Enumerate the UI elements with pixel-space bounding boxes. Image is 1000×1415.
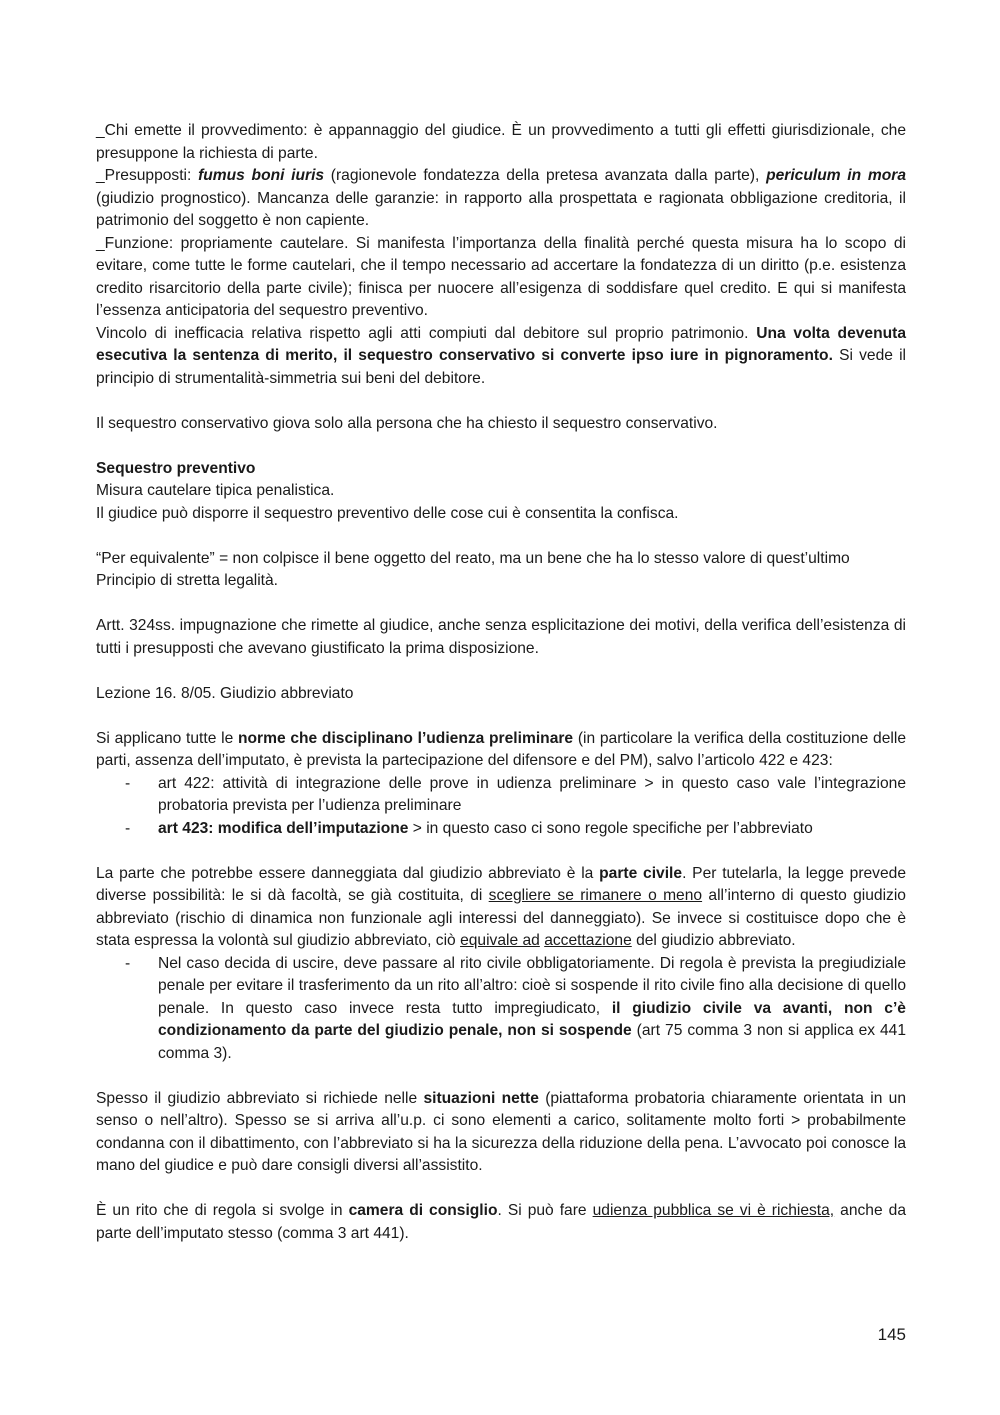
text: (in particolare la verifica della costituzione delle parti, assenza dell’imputato, è prevista la partecipazione del difensore e del PM), salvo l’articolo 422 e 423: (96, 729, 907, 769)
bold-text: parte civile (599, 864, 683, 882)
term-periculum-in-mora: periculum in mora (766, 167, 906, 184)
bold-text: il giudizio civile va avanti, non c’è condizionamento da parte del giudizio penale, non si sospende (158, 999, 906, 1039)
bold-text: art 423: modifica dell’imputazione (158, 819, 409, 837)
list-item-text: art 422: attività di integrazione delle prove in udienza preliminare > in questo caso vale l’integrazione probatoria prevista per l’udienza preliminare (158, 774, 906, 814)
text: Nel caso decida di uscire, deve passare al rito civile obbligatoriamente. Di regola è prevista la pregiudiziale penale per evitare il trasferimento da un rito all’altro: cioè si sospende il rito civile fino alla decisione di quello penale. In questo caso invece resta tutto impregiudicato, (158, 954, 906, 1017)
bold-text: Una volta devenuta esecutiva la sentenza di merito, il sequestro conservativo si converte ipso iure in pignoramento. (96, 324, 907, 364)
bold-text: norme che disciplinano l’udienza preliminare (237, 729, 574, 747)
text: Spesso il giudizio abbreviato si richiede nelle (96, 1089, 424, 1107)
list-item-text (158, 818, 906, 841)
text: anche da parte dell’imputato stesso (comma 3 art 441). (96, 1202, 906, 1242)
text: (ragionevole fondatezza della pretesa avanzata dalla parte), (324, 167, 767, 184)
underlined-text: scegliere se rimanere o meno (488, 887, 703, 904)
list-item-text (158, 953, 906, 1066)
document-body (96, 120, 906, 1245)
paragraph-rito (96, 1200, 906, 1245)
text: _Funzione: propriamente cautelare. Si manifesta l’importanza della finalità perché questa misura ha lo scopo di evitare, come tutte le forme cautelari, che il tempo necessario ad accertare la fondatezza di un diritto (p.e. esistenza credito risarcitorio della parte civile); finisca per nuocere all’esigenza di soddisfare quel credito. E qui si manifesta l’essenza anticipatoria del sequestro preventivo. (96, 234, 906, 319)
underlined-text: equivale ad (460, 932, 540, 949)
text: (piattaforma probatoria chiaramente orientata in un senso o nell’altro). Spesso se si arriva all’u.p. ci sono elementi a carico, solitamente molto forti > probabilmente condanna con il dibattimento, con l’abbreviato si ha la sicurezza della riduzione della pena. L’avvocato poi conosce la mano del giudice e può dare consigli diversi all’assistito. (96, 1089, 907, 1174)
paragraph-vincolo (96, 323, 906, 391)
page-number: 145 (877, 1325, 906, 1344)
paragraph-spesso (96, 1088, 906, 1178)
text: _Presupposti: (96, 167, 199, 184)
text: (art 75 comma 3 non si applica ex 441 comma 3). (158, 1022, 907, 1062)
paragraph-presupposti (96, 165, 906, 233)
underlined-text: accettazione (544, 932, 632, 949)
text: _Chi emette il provvedimento: è appannaggio del giudice. È un provvedimento a tutti gli effetti giurisdizionale, che presuppone la richiesta di parte. (96, 122, 906, 162)
lesson-title: Lezione 16. 8/05. Giudizio abbreviato (96, 684, 354, 702)
text: Si applicano tutte le (96, 729, 238, 747)
text: > in questo caso ci sono regole specifiche per l’abbreviato (408, 819, 813, 837)
paragraph-si-applicano (96, 728, 906, 773)
text: . Si può fare (497, 1202, 593, 1219)
text: È un rito che di regola si svolge in (96, 1202, 349, 1219)
paragraph-misura: Misura cautelare tipica penalistica. (96, 482, 335, 499)
paragraph-parte-civile (96, 863, 906, 953)
paragraph-giova (96, 413, 906, 436)
paragraph-giudice: Il giudice può disporre il sequestro preventivo delle cose cui è consentita la confisca. (96, 504, 679, 522)
text: Il sequestro conservativo giova solo alla persona che ha chiesto il sequestro conservativo. (96, 414, 718, 432)
text: del giudizio abbreviato. (631, 932, 796, 949)
text: Vincolo di inefficacia relativa rispetto agli atti compiuti dal debitore sul proprio patrimonio. (96, 324, 757, 342)
paragraph-legalita: Principio di stretta legalità. (96, 572, 279, 589)
bullet-dash: - (125, 819, 131, 837)
list-item (96, 953, 906, 1066)
list-item (96, 773, 906, 818)
bold-text: camera di consiglio (348, 1202, 498, 1219)
bold-text: situazioni nette (423, 1089, 539, 1107)
term-fumus-boni-iuris: fumus boni iuris (198, 167, 325, 184)
section-heading: Sequestro preventivo (96, 459, 256, 477)
paragraph-artt: Artt. 324ss. impugnazione che rimette al giudice, anche senza esplicitazione dei motivi, della verifica dell’esistenza di tutti i presupposti che avevano giustificato la prima disposizione. (96, 617, 906, 657)
bullet-dash: - (125, 954, 131, 972)
list-item (96, 818, 906, 841)
underlined-text: udienza pubblica se vi è richiesta, (592, 1202, 835, 1219)
paragraph-chi-emette (96, 120, 906, 165)
text: La parte che potrebbe essere danneggiata dal giudizio abbreviato è la (96, 864, 600, 882)
paragraph-per-equivalente: “Per equivalente” = non colpisce il bene oggetto del reato, ma un bene che ha lo stesso valore di quest’ultimo (96, 549, 850, 567)
text: all’interno di questo giudizio abbreviato (rischio di dinamica non funzionale agli interessi del danneggiato). Se invece si costituisce dopo che è stata espressa la volontà sul giudizio abbreviato, ciò (96, 887, 906, 949)
text: . Per tutelarla, la legge prevede diverse possibilità: le si dà facoltà, se già costituita, di (96, 864, 907, 904)
text: Si vede il principio di strumentalità-simmetria sui beni del debitore. (96, 347, 907, 387)
text: (giudizio prognostico). Mancanza delle garanzie: in rapporto alla prospettata e ragionata obbligazione creditoria, il patrimonio del soggetto è non capiente. (96, 189, 906, 229)
paragraph-funzione (96, 233, 906, 323)
bullet-dash: - (125, 774, 131, 792)
